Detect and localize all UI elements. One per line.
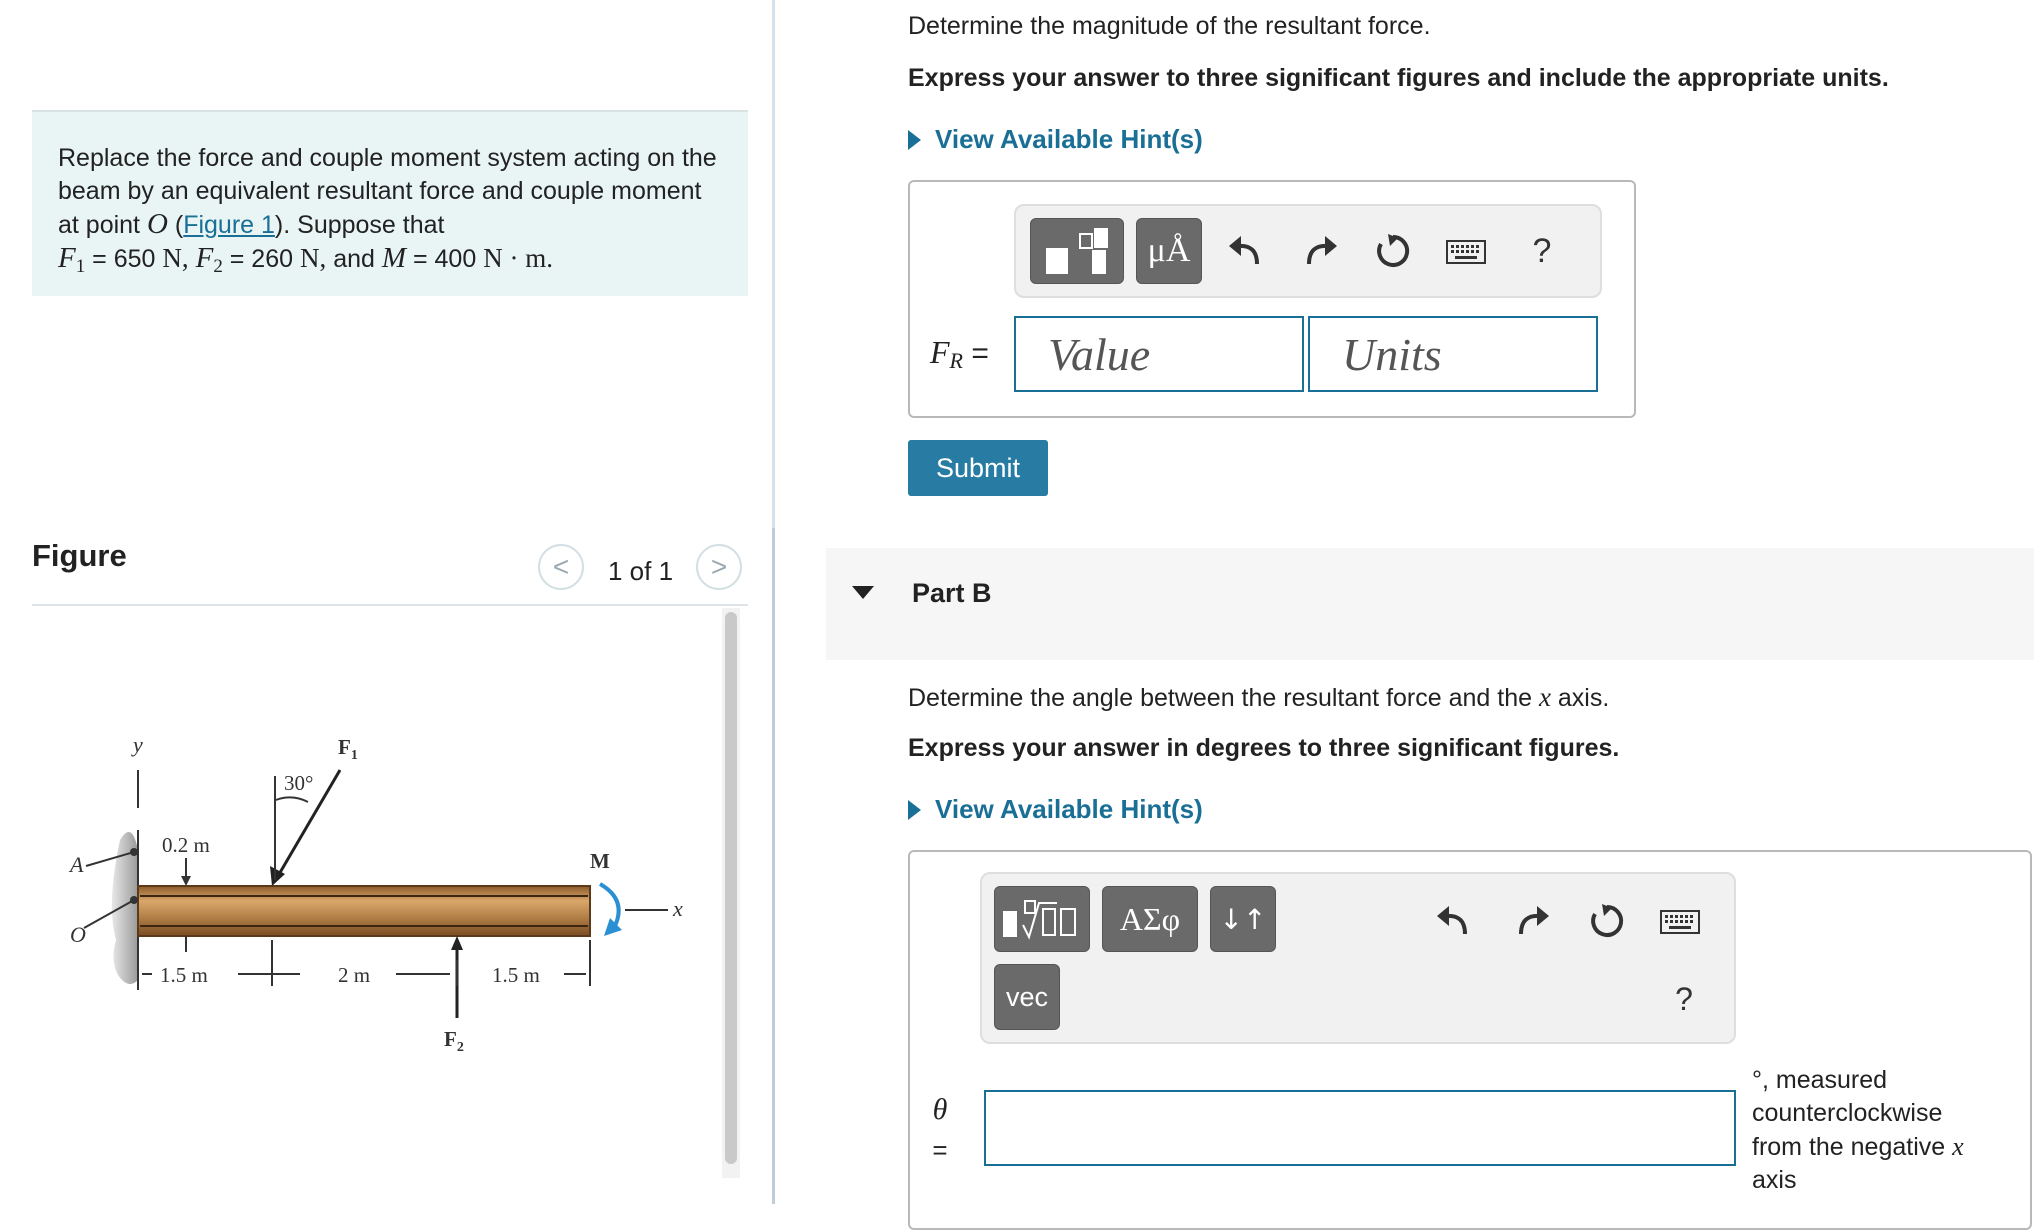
- units-input[interactable]: [1308, 316, 1598, 392]
- keyboard-icon[interactable]: [1442, 232, 1490, 272]
- partb-prompt: [908, 682, 1609, 713]
- partb-prompt-pre: Determine the angle between the resultant force and the: [908, 684, 1533, 712]
- f2-symbol: F: [195, 242, 214, 274]
- units-button-label: μÅ: [1147, 232, 1191, 269]
- chevron-right-icon: >: [710, 551, 728, 582]
- partb-hint-label: View Available Hint(s): [935, 794, 1203, 824]
- dim-2m: 2 m: [338, 963, 371, 987]
- units-placeholder: Units: [1342, 328, 1442, 380]
- redo-icon[interactable]: [1510, 896, 1556, 946]
- angle-arc: [276, 797, 308, 802]
- beam-figure: [0, 0, 780, 1204]
- parta-answer-label: [930, 334, 989, 374]
- dim-1.5m-b: 1.5 m: [492, 963, 540, 987]
- f2-unit: N,: [299, 243, 327, 273]
- templates-button[interactable]: [1030, 218, 1124, 284]
- suffix-line-4: axis: [1752, 1166, 1797, 1194]
- x-axis-label: x: [673, 896, 683, 921]
- angle-30-label: 30°: [284, 771, 314, 795]
- templates-icon: [1042, 226, 1112, 276]
- partb-header[interactable]: [826, 548, 2034, 660]
- point-o-label: O: [70, 922, 86, 947]
- figure-counter: 1 of 1: [608, 556, 674, 586]
- partb-instruction: Express your answer in degrees to three significant figures.: [908, 734, 1620, 762]
- point-a-dot: [130, 848, 138, 856]
- suffix-var: x: [1952, 1132, 1964, 1161]
- arrows-button[interactable]: [1210, 886, 1276, 952]
- point-a-label: A: [70, 852, 84, 877]
- f2-label: $F_2$: [444, 1027, 464, 1055]
- caret-right-icon: [908, 800, 921, 820]
- f2-subscript: 2: [213, 256, 223, 277]
- suffix-line-2: counterclockwise: [1752, 1099, 1943, 1127]
- suffix-line-3-text: from the negative: [1752, 1133, 1946, 1161]
- f1-subscript: 1: [75, 256, 86, 277]
- f1-symbol: F: [58, 242, 76, 274]
- moment-label: M: [590, 849, 610, 873]
- theta-symbol: θ: [932, 1093, 948, 1126]
- m-unit: N · m.: [483, 243, 553, 273]
- dim-0.2m: 0.2 m: [162, 833, 210, 857]
- angle-suffix: [1752, 1064, 2022, 1197]
- fr-subscript: R: [949, 348, 963, 373]
- moment-arrowhead: [604, 918, 622, 936]
- f2-value: = 260: [229, 245, 294, 273]
- radical-templates-icon: [1001, 897, 1083, 941]
- fr-symbol: F: [930, 334, 950, 370]
- caret-right-icon: [908, 130, 921, 150]
- f1-label: $F_1$: [338, 735, 358, 763]
- problem-intro: Replace the force and couple moment system acting on the beam by an equivalent resultant force and couple moment at point: [58, 144, 717, 239]
- f1-unit: N,: [162, 243, 189, 273]
- value-placeholder: Value: [1048, 328, 1151, 380]
- suffix-line-3: [1752, 1130, 2022, 1164]
- point-symbol: O: [146, 208, 168, 240]
- figure-link[interactable]: Figure 1: [183, 211, 275, 239]
- partb-title: Part B: [912, 578, 992, 608]
- f2-arrowhead: [451, 936, 463, 950]
- point-o-dot: [130, 896, 138, 904]
- m-symbol: M: [381, 242, 407, 274]
- m-value: = 400: [412, 245, 477, 273]
- units-button[interactable]: [1136, 218, 1202, 284]
- angle-input[interactable]: [984, 1090, 1736, 1166]
- undo-icon[interactable]: [1430, 896, 1476, 946]
- figure-title: Figure: [32, 538, 127, 573]
- fr-equals: =: [971, 337, 989, 370]
- redo-icon[interactable]: [1298, 226, 1344, 276]
- dim-1.5m-a: 1.5 m: [160, 963, 208, 987]
- partb-prompt-post: axis.: [1557, 684, 1610, 712]
- parta-hint-toggle[interactable]: [908, 124, 1203, 155]
- help-button[interactable]: ?: [1675, 980, 1693, 1017]
- chevron-left-icon: <: [552, 551, 570, 582]
- templates-radical-button[interactable]: [994, 886, 1090, 952]
- and-text: and: [333, 245, 375, 273]
- greek-button[interactable]: [1102, 886, 1198, 952]
- greek-button-label: ΑΣφ: [1119, 900, 1181, 937]
- value-input[interactable]: [1014, 316, 1304, 392]
- arrows-icon: ↓↑: [1219, 902, 1267, 936]
- reset-icon[interactable]: [1584, 896, 1630, 946]
- caret-down-icon[interactable]: [852, 586, 874, 599]
- partb-hint-toggle[interactable]: [908, 794, 1203, 825]
- suppose-text: ). Suppose that: [274, 211, 445, 239]
- problem-statement: Replace the force and couple moment system acting on the beam by an equivalent resultant force and couple moment at point O (Figure 1). Suppose that $F_1 = 650$ N, $F_2 = 260$ N, and M = 400 N · m.: [32, 110, 748, 296]
- undo-icon[interactable]: [1222, 226, 1268, 276]
- suffix-line-1: °, measured: [1752, 1066, 1888, 1094]
- vec-button-label: vec: [1005, 981, 1049, 1012]
- parta-instruction: Express your answer to three significant figures and include the appropriate units.: [908, 64, 1889, 92]
- theta-equals: =: [932, 1135, 948, 1165]
- partb-answer-label: [930, 1090, 950, 1170]
- column-divider-lower[interactable]: [772, 528, 775, 1204]
- parta-hint-label: View Available Hint(s): [935, 124, 1203, 154]
- dim-0.2m-arrowhead-top: [181, 876, 191, 886]
- f1-value: = 650: [92, 245, 156, 273]
- beam: [138, 886, 590, 936]
- keyboard-icon[interactable]: [1656, 902, 1704, 942]
- vec-button[interactable]: [994, 964, 1060, 1030]
- help-button[interactable]: ?: [1532, 231, 1552, 270]
- partb-prompt-var: x: [1538, 682, 1551, 712]
- reset-icon[interactable]: [1370, 226, 1416, 276]
- submit-button[interactable]: Submit: [908, 440, 1048, 496]
- y-axis-label: y: [133, 732, 143, 757]
- parta-prompt: Determine the magnitude of the resultant force.: [908, 12, 1431, 40]
